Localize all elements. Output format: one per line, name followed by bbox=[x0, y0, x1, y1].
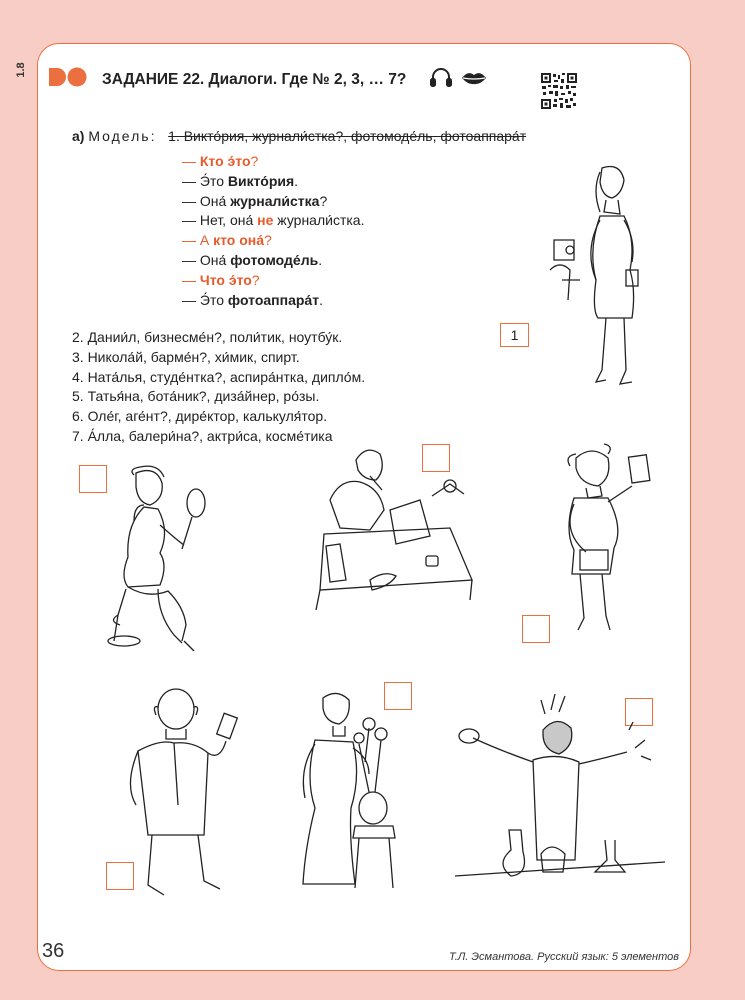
answer-box[interactable] bbox=[522, 615, 550, 643]
dialog-line bbox=[182, 251, 364, 271]
answer-box-1: 1 bbox=[500, 323, 529, 347]
page-number: 36 bbox=[42, 940, 65, 962]
dialog-text: ? bbox=[264, 232, 272, 249]
exercise-item: 3. Никола́й, барме́н?, хи́мик, спирт. bbox=[72, 348, 300, 365]
dialog-text: — Нет, она́ bbox=[182, 212, 258, 229]
dialog-keyword: Кто э́то bbox=[199, 153, 251, 169]
exercise-item: 4. Ната́лья, студе́нтка?, аспира́нтка, дипло́м. bbox=[72, 368, 366, 385]
dialog-keyword: фотомоде́ль bbox=[230, 251, 319, 268]
exercise-item: 5. Татья́на, бота́ник?, диза́йнер, ро́зы. bbox=[72, 388, 320, 405]
dialog-text: ? bbox=[250, 153, 259, 169]
headphones-icon bbox=[431, 69, 451, 86]
model-line bbox=[72, 128, 526, 144]
dialog-text: — bbox=[182, 271, 200, 288]
lips-icon bbox=[462, 73, 486, 84]
header-icons bbox=[430, 67, 490, 89]
agent-illustration bbox=[108, 685, 248, 900]
part-a-label: а) bbox=[72, 128, 85, 144]
dialog-keyword: фотоаппара́т bbox=[227, 291, 320, 308]
dialog-line bbox=[182, 231, 364, 251]
dialog-text: журнали́стка. bbox=[273, 212, 365, 229]
exercise-item: 6. Оле́г, аге́нт?, дире́ктор, калькуля́тор. bbox=[72, 408, 328, 425]
series-logo-icon bbox=[47, 67, 87, 87]
exercise-item: 7. А́лла, балери́на?, актри́са, косме́тика bbox=[72, 427, 333, 444]
dialog-line bbox=[182, 172, 364, 192]
dialog-line bbox=[182, 192, 364, 212]
chemist-illustration bbox=[455, 690, 665, 890]
exercise-list bbox=[72, 328, 365, 447]
dialog-text: — Она́ bbox=[182, 192, 231, 209]
dialog-text: . bbox=[294, 172, 299, 189]
dialog-keyword: кто она́ bbox=[213, 232, 265, 249]
dialog-text: — Э́то bbox=[182, 172, 228, 189]
model-item: 1. Викто́рия, журнали́стка?, фотомоде́ль, фотоаппара́т bbox=[168, 128, 527, 144]
photomodel-illustration bbox=[540, 160, 640, 390]
source-credit: Т.Л. Эсмантова. Русский язык: 5 элементов bbox=[448, 951, 679, 963]
dialog-line bbox=[182, 291, 364, 311]
dialog-text: — А bbox=[182, 232, 214, 249]
ballerina-flowers-illustration bbox=[295, 688, 405, 898]
dialog-keyword: журнали́стка bbox=[230, 192, 320, 209]
dialog-text: — bbox=[182, 153, 200, 169]
dialog-text: — Э́то bbox=[182, 291, 228, 308]
dialog-text: . bbox=[319, 291, 323, 308]
dialog-text: — Она́ bbox=[182, 251, 231, 268]
dialog-keyword: Что э́то bbox=[199, 271, 252, 288]
exercise-item: 2. Дании́л, бизнесме́н?, поли́тик, ноутбу́к. bbox=[72, 329, 343, 345]
dialog-line bbox=[182, 271, 364, 291]
qr-code-icon[interactable] bbox=[541, 73, 577, 109]
dialog-line bbox=[182, 211, 364, 231]
student-illustration bbox=[558, 440, 668, 650]
model-label: Модель: bbox=[88, 128, 157, 144]
dialog-text: . bbox=[318, 251, 323, 268]
task-title: ЗАДАНИЕ 22. Диалоги. Где № 2, 3, … 7? bbox=[102, 71, 407, 88]
dialog-line bbox=[182, 152, 364, 172]
actress-illustration bbox=[98, 465, 208, 665]
dialog-keyword: Викто́рия bbox=[227, 172, 295, 189]
dialog-text: ? bbox=[251, 271, 260, 288]
dialog-keyword: не bbox=[257, 212, 274, 229]
model-dialog bbox=[182, 152, 364, 310]
businessman-desk-illustration bbox=[300, 440, 485, 640]
dialog-text: ? bbox=[319, 192, 328, 209]
section-tab: 1.8 bbox=[15, 62, 27, 78]
